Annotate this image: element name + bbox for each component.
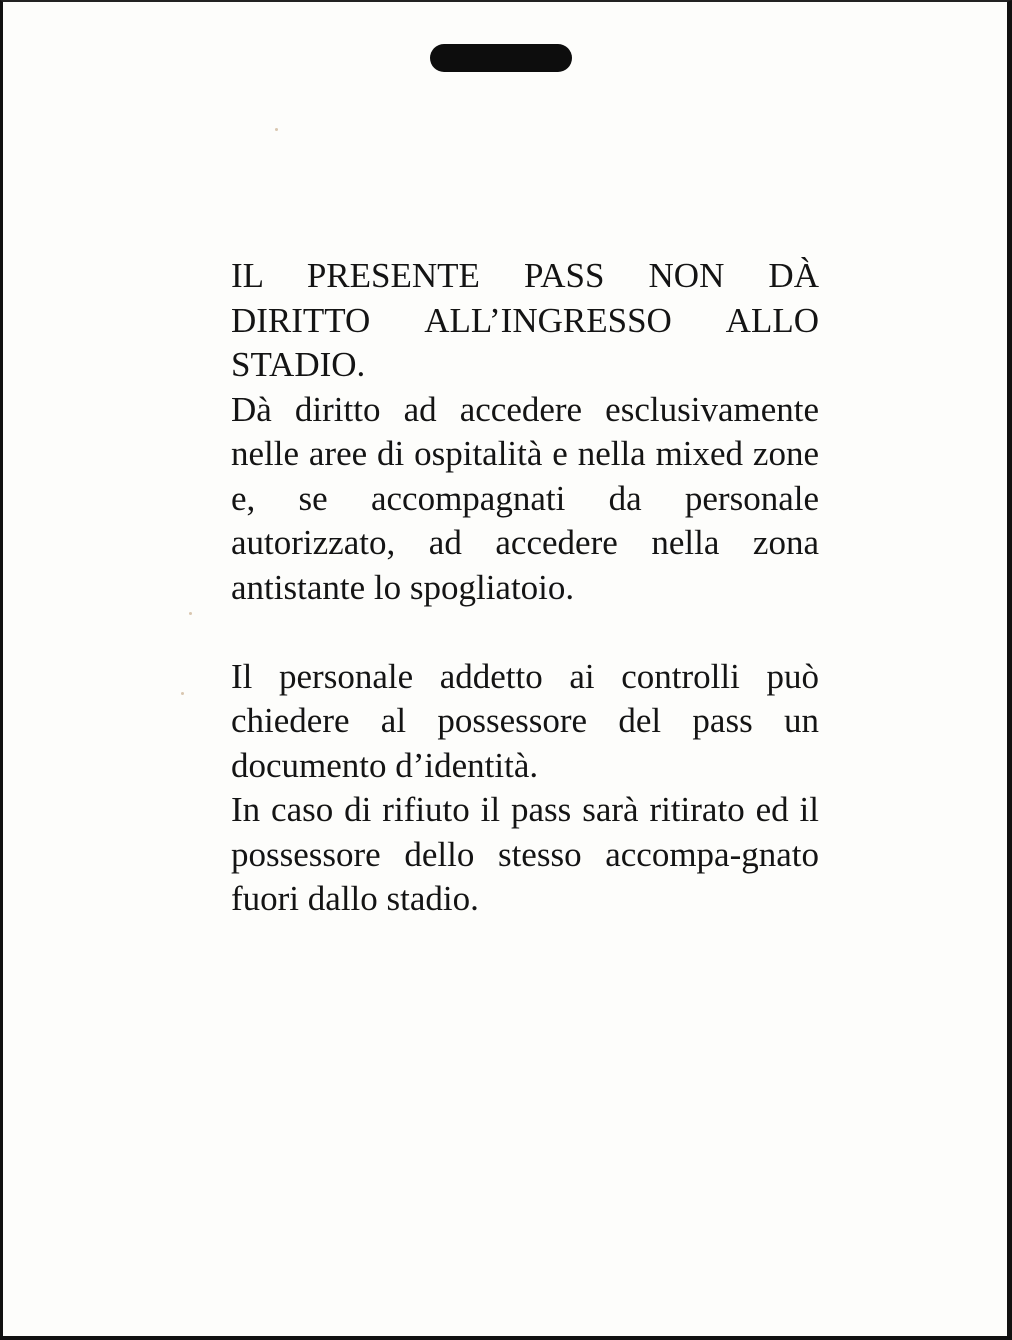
paper-speck — [181, 692, 184, 695]
paper-speck — [275, 128, 278, 131]
refusal-consequence-paragraph: In caso di rifiuto il pass sarà ritirato ed il possessore dello stesso accompa-gnato fuori dallo stadio. — [231, 790, 819, 918]
paper-speck — [189, 612, 192, 615]
identity-check-paragraph: Il personale addetto ai controlli può chiedere al possessore del pass un documento d’identità. — [231, 656, 819, 785]
pass-terms-text — [231, 254, 819, 922]
access-rules-paragraph: Dà diritto ad accedere esclusivamente nelle aree di ospitalità e nella mixed zone e, se accompagnati da personale autorizzato, ad accedere nella zona antistante lo spogliatoio. — [231, 389, 819, 607]
pass-heading: IL PRESENTE PASS NON DÀ DIRITTO ALL’INGRESSO ALLO STADIO. — [231, 256, 819, 384]
lanyard-slot-hole — [430, 44, 572, 72]
paragraph-spacer — [231, 610, 819, 655]
